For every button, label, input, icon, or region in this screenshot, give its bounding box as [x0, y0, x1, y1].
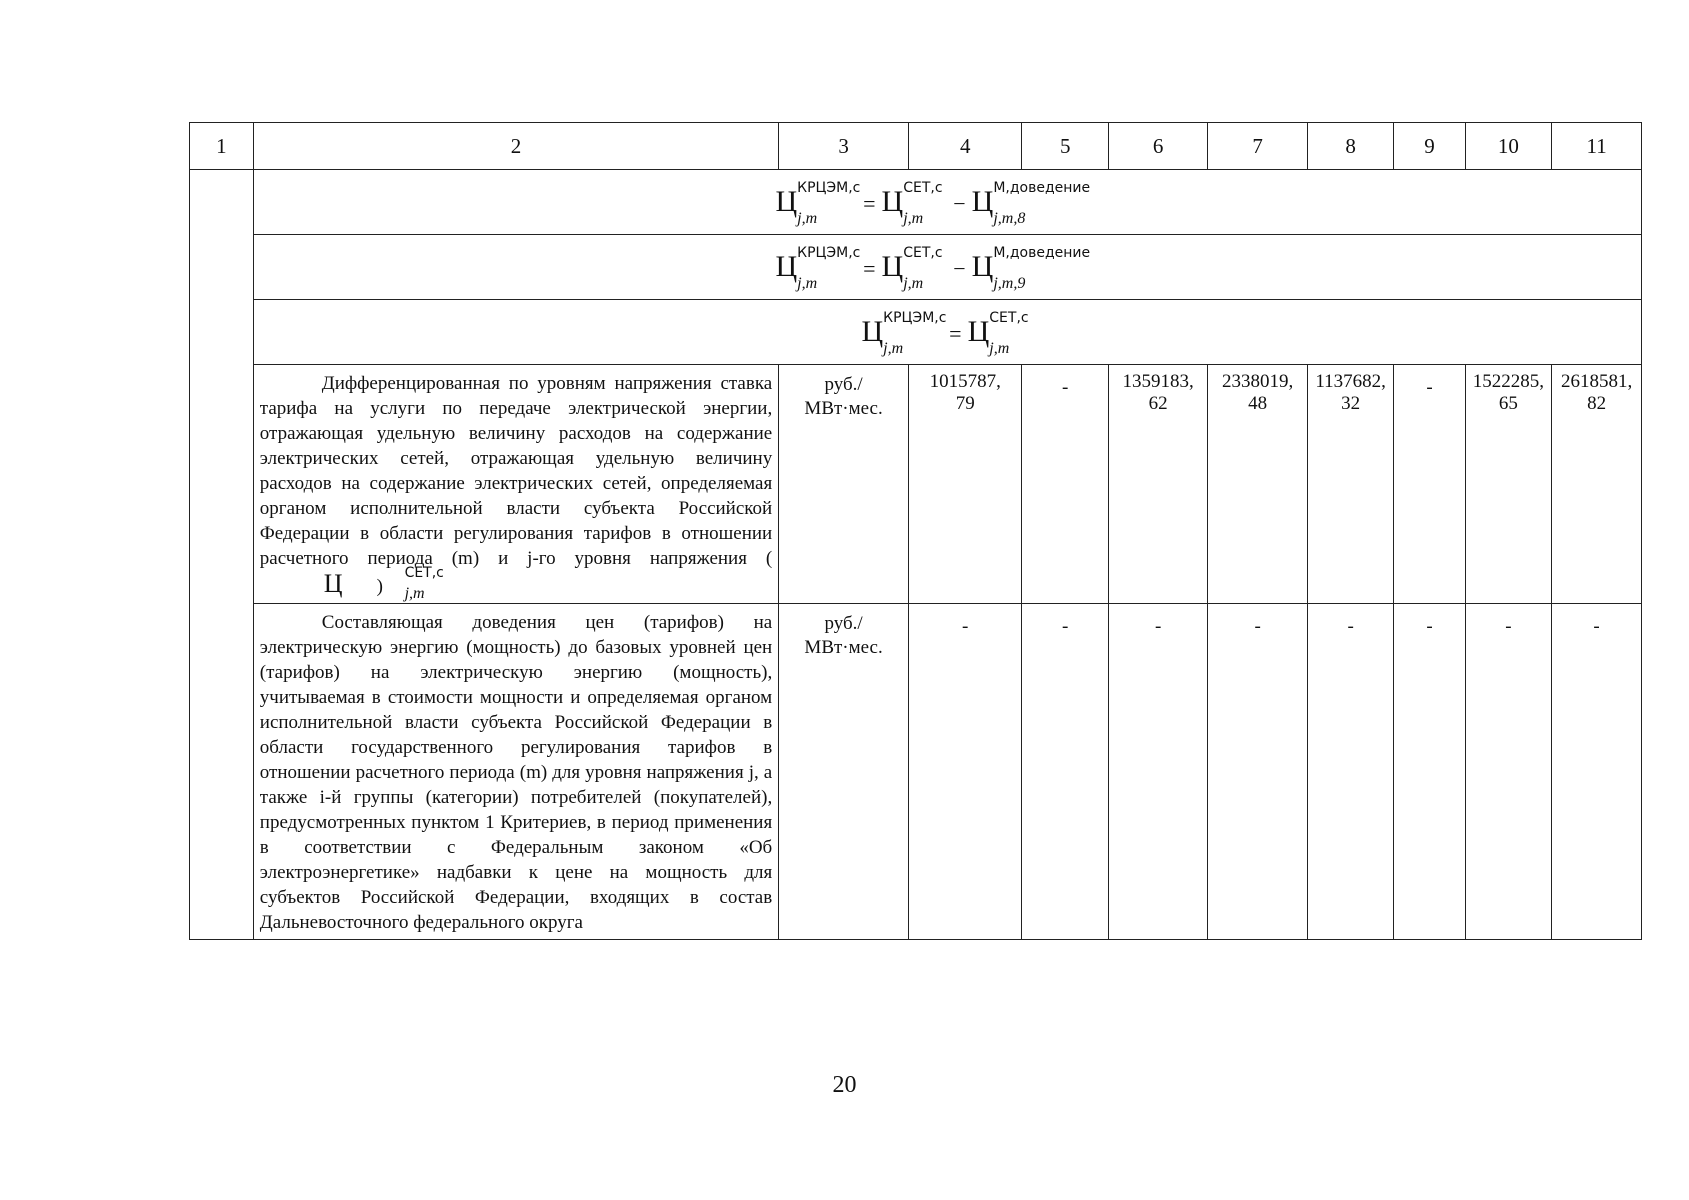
header-cell: 9: [1394, 123, 1465, 170]
value-cell: -: [1022, 604, 1108, 940]
value-cell: -: [1552, 604, 1642, 940]
value-cell: 1015787, 79: [908, 365, 1022, 604]
empty-index-cell: [190, 170, 254, 940]
header-cell: 6: [1108, 123, 1207, 170]
header-cell: 10: [1465, 123, 1551, 170]
page-number: 20: [832, 1072, 857, 1098]
header-cell: 2: [253, 123, 778, 170]
formula-cell: [253, 235, 1641, 300]
unit-cell: руб./ МВт·мес.: [779, 604, 909, 940]
header-cell: 3: [779, 123, 909, 170]
table-row: [190, 604, 1642, 940]
value-cell: -: [1022, 365, 1108, 604]
value-cell: -: [1208, 604, 1307, 940]
formula: Ц КРЦЭМ,c j,m = Ц СЕТ,c j,m − Ц М,доведение j,m,9: [775, 245, 1091, 292]
header-cell: 11: [1552, 123, 1642, 170]
value-cell: 2338019, 48: [1208, 365, 1307, 604]
formula-cell: [253, 170, 1641, 235]
formula-cell: [253, 300, 1641, 365]
value-cell: 2618581, 82: [1552, 365, 1642, 604]
row-description: Дифференцированная по уровням напряжения ставка тарифа на услуги по передаче электрической энергии, отражающая удельную величину расходов на содержание электрических сетей, отражающая удельную величину расходов на содержание электрических сетей, определяемая органом исполнительной власти субъекта Российской Федерации в области регулирования тарифов в отношении расчетного периода (m) и j-го уровня напряжения (Ц СЕТ,c j,m ): [253, 365, 778, 604]
header-cell: 7: [1208, 123, 1307, 170]
table-row: [190, 365, 1642, 604]
formula: Ц КРЦЭМ,c j,m = Ц СЕТ,c j,m − Ц М,доведение j,m,8: [775, 180, 1091, 227]
tariff-symbol: Ц СЕТ,c j,m: [323, 565, 444, 602]
header-row: [190, 123, 1642, 170]
header-cell: 8: [1307, 123, 1393, 170]
value-cell: 1522285, 65: [1465, 365, 1551, 604]
header-cell: 1: [190, 123, 254, 170]
formula-row: [190, 235, 1642, 300]
row-description: Составляющая доведения цен (тарифов) на электрическую энергию (мощность) до базовых уровней цен (тарифов) на электрическую энергию (мощность), учитываемая в стоимости мощности и определяемая органом исполнительной власти субъекта Российской Федерации в области государственного регулирования тарифов в отношении расчетного периода (m) для уровня напряжения j, а также i-й группы (категории) потребителей (покупателей), предусмотренных пунктом 1 Критериев, в период применения в соответствии с Федеральным законом «Об электроэнергетике» надбавки к цене на мощность для субъектов Российской Федерации, входящих в состав Дальневосточного федерального округа: [253, 604, 778, 940]
header-cell: 5: [1022, 123, 1108, 170]
value-cell: 1137682, 32: [1307, 365, 1393, 604]
value-cell: -: [1108, 604, 1207, 940]
unit-cell: руб./ МВт·мес.: [779, 365, 909, 604]
value-cell: -: [1307, 604, 1393, 940]
value-cell: -: [1394, 604, 1465, 940]
header-cell: 4: [908, 123, 1022, 170]
tariff-table: [189, 122, 1642, 940]
formula: Ц КРЦЭМ,c j,m = Ц СЕТ,c j,m: [861, 310, 1029, 357]
value-cell: -: [1465, 604, 1551, 940]
formula-row: [190, 300, 1642, 365]
value-cell: 1359183, 62: [1108, 365, 1207, 604]
value-cell: -: [1394, 365, 1465, 604]
formula-row: [190, 170, 1642, 235]
value-cell: -: [908, 604, 1022, 940]
